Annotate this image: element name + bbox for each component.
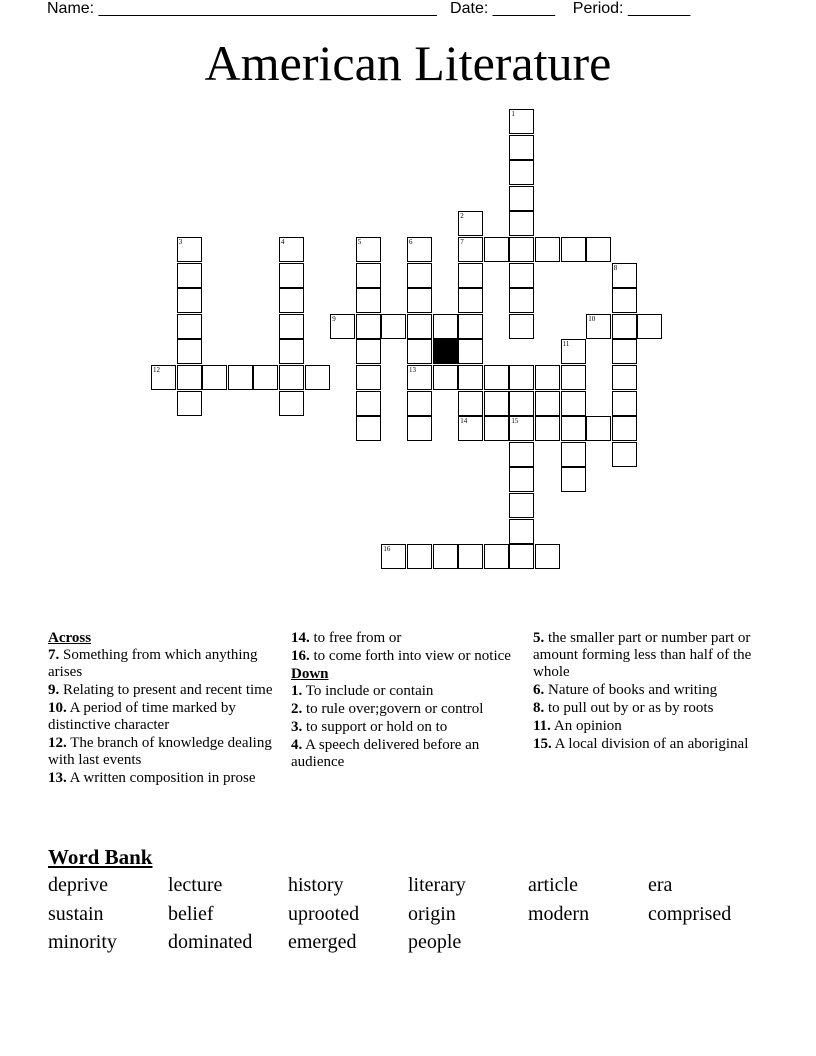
crossword-cell[interactable] [279,263,304,288]
crossword-cell[interactable] [356,365,381,390]
crossword-cell[interactable] [381,314,406,339]
clue-number: 8. [533,700,545,716]
clue-number: 13. [48,770,67,786]
clue-number-label: 6 [409,238,413,246]
crossword-cell[interactable] [509,314,534,339]
crossword-cell[interactable] [509,519,534,544]
crossword-cell[interactable] [356,416,381,441]
word-bank-word: comprised [648,902,732,925]
clue-number: 16. [291,648,310,664]
clue-text: the smaller part or number part or amount forming less than half of the whole [533,630,752,680]
crossword-cell[interactable] [458,391,483,416]
crossword-cell[interactable] [535,544,560,569]
crossword-cell[interactable] [509,135,534,160]
crossword-cell[interactable] [484,237,509,262]
crossword-cell[interactable] [509,544,534,569]
crossword-cell[interactable] [612,365,637,390]
clue-text: The branch of knowledge dealing with last events [48,735,272,768]
clue-number: 2. [291,701,303,717]
crossword-cell[interactable] [279,391,304,416]
crossword-cell[interactable] [509,442,534,467]
crossword-cell[interactable] [202,365,227,390]
clue-item [48,682,278,699]
word-bank-word: history [288,874,344,896]
crossword-cell[interactable] [279,339,304,364]
crossword-cell[interactable] [612,391,637,416]
crossword-cell[interactable] [407,339,432,364]
clue-number: 10. [48,700,67,716]
clue-item [291,648,521,665]
crossword-cell[interactable] [535,391,560,416]
clue-text: A written composition in prose [66,770,256,786]
crossword-cell[interactable] [305,365,330,390]
crossword-cell[interactable] [612,442,637,467]
crossword-cell[interactable] [561,416,586,441]
crossword-cell[interactable] [407,314,432,339]
clue-number: 12. [48,735,67,751]
clue-text: to free from or [309,630,402,646]
crossword-cell[interactable] [407,544,432,569]
word-bank-word: people [408,931,462,953]
crossword-cell[interactable] [433,544,458,569]
clue-item [533,630,763,681]
word-bank-word: deprive [48,874,108,896]
word-bank-word: article [528,874,578,896]
clue-number: 1. [291,683,303,699]
crossword-cell[interactable] [509,211,534,236]
clue-number: 5. [533,630,545,646]
clue-number: 3. [291,719,303,735]
crossword-cell[interactable] [407,391,432,416]
word-bank-word: era [648,874,673,896]
crossword-cell[interactable] [535,237,560,262]
clues-column-2 [291,630,521,772]
crossword-cell[interactable] [356,288,381,313]
crossword-cell[interactable] [561,365,586,390]
clue-item [48,647,278,681]
crossword-cell[interactable] [407,263,432,288]
crossword-cell[interactable] [586,416,611,441]
word-bank-word: minority [48,931,117,953]
clue-number: 14. [291,630,310,646]
word-bank-word: modern [528,902,590,925]
crossword-cell[interactable] [177,365,202,390]
clue-number-label: 4 [281,238,285,246]
clue-text: to rule over;govern or control [302,701,484,717]
clue-text: A period of time marked by distinctive character [48,700,236,733]
crossword-cell[interactable] [279,314,304,339]
crossword-cell[interactable] [484,391,509,416]
clue-number-label: 13 [409,366,416,374]
crossword-cell[interactable] [356,314,381,339]
crossword-cell[interactable] [637,314,662,339]
crossword-cell[interactable] [279,288,304,313]
crossword-cell[interactable] [177,263,202,288]
crossword-cell[interactable] [561,442,586,467]
clue-number: 7. [48,647,60,663]
crossword-cell[interactable] [407,416,432,441]
clue-text: A local division of an aboriginal [551,736,749,752]
clue-item [48,770,278,787]
word-bank-word: literary [408,874,466,896]
clue-number-label: 3 [178,238,183,246]
crossword-cell[interactable] [484,416,509,441]
crossword-cell[interactable] [509,186,534,211]
clue-item [533,718,763,735]
crossword-cell[interactable] [458,314,483,339]
crossword-cell[interactable] [535,365,560,390]
clue-item [48,735,278,769]
page-title: American Literature [204,35,612,91]
crossword-cell[interactable] [561,237,586,262]
word-bank-title: Word Bank [48,845,153,869]
crossword-cell[interactable] [356,263,381,288]
crossword-cell[interactable] [586,237,611,262]
word-bank-word: belief [168,902,214,925]
crossword-cell[interactable] [433,365,458,390]
clue-number-label: 9 [332,314,336,323]
clue-number-label: 15 [511,417,519,426]
crossword-cell[interactable] [458,544,483,569]
crossword-cell[interactable] [535,416,560,441]
crossword-cell[interactable] [561,467,586,492]
crossword-cell[interactable] [509,391,534,416]
word-bank-word: sustain [48,902,104,925]
word-bank-word: uprooted [288,902,360,925]
clue-number-label: 1 [511,110,515,118]
clue-item [291,630,521,647]
crossword-cell[interactable] [509,160,534,185]
crossword-cell[interactable] [407,288,432,313]
clue-number-label: 14 [460,417,468,426]
clue-text: to support or hold on to [302,719,448,735]
crossword-cell[interactable] [509,467,534,492]
clue-number: 11. [533,718,551,734]
clue-number-label: 7 [460,238,464,246]
clue-text: Relating to present and recent time [59,682,273,698]
crossword-cell[interactable] [177,288,202,313]
clue-item [291,719,521,736]
clue-number-label: 2 [460,212,464,221]
clue-number-label: 16 [383,545,391,554]
crossword-cell[interactable] [612,314,637,339]
crossword-cell[interactable] [509,237,534,262]
crossword-cell[interactable] [177,314,202,339]
crossword-cell[interactable] [279,365,304,390]
clue-text: to pull out by or as by roots [544,700,714,716]
word-bank-word: dominated [168,931,253,953]
clue-item [533,700,763,717]
clue-text: Something from which anything arises [48,647,258,680]
word-bank-word: emerged [288,931,357,953]
crossword-cell[interactable] [253,365,278,390]
crossword-black-cell [433,339,458,364]
crossword-cell[interactable] [356,391,381,416]
clue-number-label: 12 [153,366,160,374]
crossword-cell[interactable] [458,263,483,288]
crossword-cell[interactable] [509,493,534,518]
crossword-cell[interactable] [612,416,637,441]
clues-column-3 [533,630,763,754]
crossword-cell[interactable] [509,365,534,390]
clue-number: 9. [48,682,60,698]
clue-text: An opinion [550,718,622,734]
clue-number: 15. [533,736,552,752]
crossword-cell[interactable] [458,365,483,390]
word-bank-word: lecture [168,874,223,896]
clue-item [291,701,521,718]
crossword-cell[interactable] [509,288,534,313]
clue-item [291,737,521,771]
crossword-cell[interactable] [433,314,458,339]
crossword-cell[interactable] [356,339,381,364]
crossword-cell[interactable] [177,339,202,364]
word-bank [48,874,788,960]
crossword-cell[interactable] [484,544,509,569]
crossword-cell[interactable] [458,288,483,313]
crossword-cell[interactable] [228,365,253,390]
clue-text: to come forth into view or notice [309,648,511,664]
clue-item [533,736,763,753]
clue-item [291,683,521,700]
clue-item [48,700,278,734]
clue-number: 6. [533,682,545,698]
crossword-cell[interactable] [612,339,637,364]
clue-number-label: 8 [613,263,618,272]
clue-number-label: 10 [588,314,596,323]
clue-text: Nature of books and writing [544,682,718,698]
clues-column-1 [48,630,278,788]
down-heading: Down [291,666,329,682]
crossword-cell[interactable] [509,263,534,288]
clue-number-label: 5 [357,238,362,246]
clue-number: 4. [291,737,303,753]
clue-item [533,682,763,699]
crossword-cell[interactable] [177,391,202,416]
clue-text: To include or contain [302,683,434,699]
crossword-cell[interactable] [484,365,509,390]
crossword-cell[interactable] [561,391,586,416]
student-info-line: Name: ______________________________________ Date: _______ Period: _______ [47,0,691,17]
clue-text: A speech delivered before an audience [291,737,480,770]
across-heading: Across [48,630,92,646]
crossword-cell[interactable] [458,339,483,364]
crossword-cell[interactable] [612,288,637,313]
word-bank-word: origin [408,902,456,925]
clue-number-label: 11 [562,340,570,349]
